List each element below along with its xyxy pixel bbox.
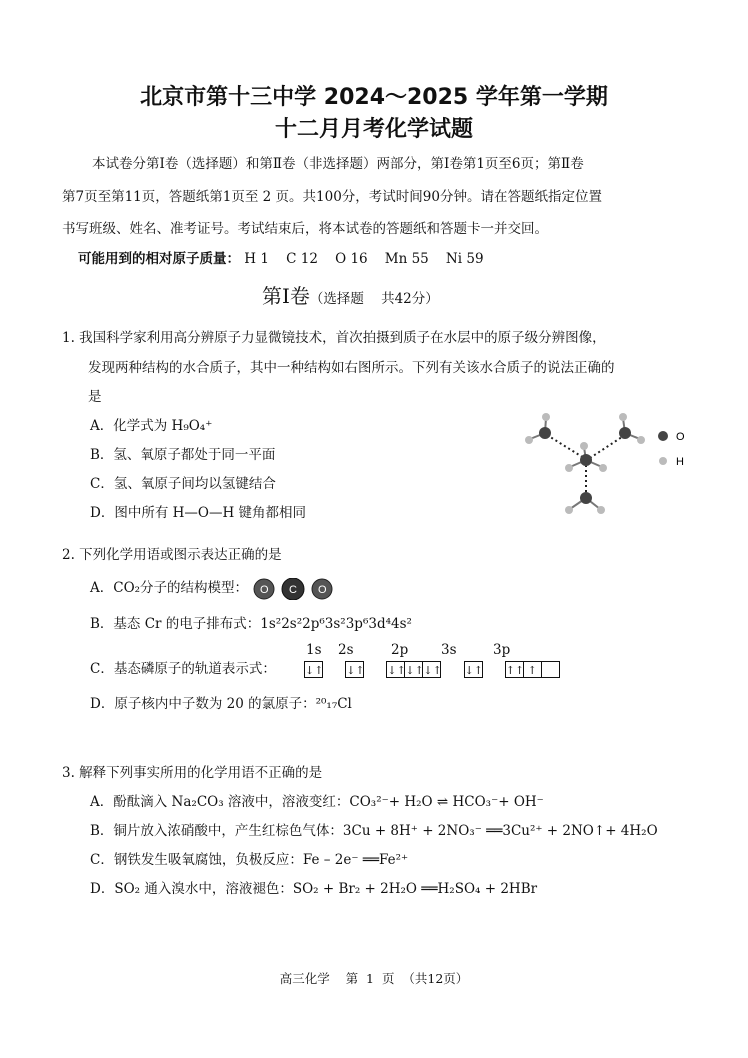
orbital-label-3s: 3s [441, 642, 457, 658]
oxygen-atom [619, 427, 631, 439]
q1-stem-line-3: 是 [88, 389, 102, 405]
orbital-label-3p: 3p [493, 642, 511, 658]
hydrogen-atom [542, 413, 550, 421]
hydrogen-atom [565, 506, 573, 514]
legend-hydrogen-swatch [659, 457, 667, 465]
section-title: 第Ⅰ卷 [262, 284, 310, 308]
q1-option-a: A．化学式为 H₉O₄⁺ [90, 418, 213, 434]
oxygen-atom [539, 427, 551, 439]
q3-option-c: C．钢铁发生吸氧腐蚀，负极反应：Fe – 2e⁻ ══Fe²⁺ [90, 852, 409, 868]
atomic-mass-line [78, 247, 484, 267]
orbital-box-3s: ↓↑ [464, 661, 483, 678]
q1-option-b: B．氢、氧原子都处于同一平面 [90, 447, 276, 463]
orbital-box-2s: ↓↑ [345, 661, 364, 678]
atomic-mass-label: 可能用到的相对原子质量： [78, 251, 240, 267]
orbital-box-2p: ↓↑ [404, 661, 423, 678]
hydrated-proton-diagram [520, 405, 710, 520]
q1-stem-line-1: 1. 我国科学家利用高分辨原子力显微镜技术，首次拍摄到质子在水层中的原子级分辨图像， [62, 330, 606, 346]
hydrogen-atom [619, 413, 627, 421]
svg-text:C: C [289, 583, 298, 596]
hydrogen-atom [565, 464, 573, 472]
orbital-box-2p: ↓↑ [422, 661, 441, 678]
atomic-mass-values: H 1 C 12 O 16 Mn 55 Ni 59 [244, 251, 484, 267]
q3-stem: 3. 解释下列事实所用的化学用语不正确的是 [62, 765, 323, 781]
title-line-2: 十二月月考化学试题 [274, 117, 473, 142]
svg-text:O: O [318, 583, 327, 596]
q3-option-b: B．铜片放入浓硝酸中，产生红棕色气体：3Cu + 8H⁺ + 2NO₃⁻ ══3Cu²⁺ + 2NO↑+ 4H₂O [90, 823, 658, 839]
orbital-label-2p: 2p [391, 642, 409, 658]
intro-line-2: 第7页至第11页，答题纸第1页至 2 页。共100分，考试时间90分钟。请在答题纸指定位置 [62, 189, 602, 205]
q2-option-a [90, 576, 334, 600]
legend-hydrogen-label: H [676, 456, 684, 468]
orbital-box-3p: ↑↑ [505, 661, 524, 678]
q2-stem: 2. 下列化学用语或图示表达正确的是 [62, 547, 282, 563]
orbital-box-1s: ↓↑ [304, 661, 323, 678]
q1-option-d: D．图中所有 H—O—H 键角都相同 [90, 505, 307, 521]
q1-option-c: C．氢、氧原子间均以氢键结合 [90, 476, 276, 492]
q2-option-b: B．基态 Cr 的电子排布式：1s²2s²2p⁶3s²3p⁶3d⁴4s² [90, 616, 412, 632]
q2-option-a-text: A．CO₂分子的结构模型： [90, 580, 249, 596]
hydrogen-atom [525, 436, 533, 444]
orbital-box-3p [541, 661, 560, 678]
hydrogen-atom [580, 442, 588, 450]
orbital-diagram [304, 659, 559, 678]
oxygen-atom [580, 454, 592, 466]
q3-option-d: D．SO₂ 通入溴水中，溶液褪色：SO₂ + Br₂ + 2H₂O ══H₂SO₄ + 2HBr [90, 881, 538, 897]
orbital-box-2p: ↓↑ [386, 661, 405, 678]
hydrogen-atom [637, 436, 645, 444]
oxygen-atom [580, 492, 592, 504]
orbital-label-1s: 1s [306, 642, 322, 658]
page-footer: 高三化学 第 1 页 （共12页） [279, 971, 469, 986]
hydrogen-atom [597, 506, 605, 514]
orbital-box-3p: ↑ [523, 661, 542, 678]
section-note: （选择题 共42分） [309, 291, 439, 307]
intro-line-1: 本试卷分第Ⅰ卷（选择题）和第Ⅱ卷（非选择题）两部分，第Ⅰ卷第1页至6页；第Ⅱ卷 [92, 156, 584, 172]
title-line-1: 北京市第十三中学 2024～2025 学年第一学期 [140, 85, 608, 110]
intro-line-3: 书写班级、姓名、准考证号。考试结束后，将本试卷的答题纸和答题卡一并交回。 [62, 221, 548, 237]
q3-option-a: A．酚酞滴入 Na₂CO₃ 溶液中，溶液变红：CO₃²⁻+ H₂O ⇌ HCO₃⁻+ OH⁻ [90, 794, 544, 810]
q2-option-c: C．基态磷原子的轨道表示式： [90, 661, 276, 677]
orbital-label-2s: 2s [338, 642, 354, 658]
q1-stem-line-2: 发现两种结构的水合质子，其中一种结构如右图所示。下列有关该水合质子的说法正确的 [88, 360, 615, 376]
section-heading [262, 280, 439, 309]
q2-option-d: D．原子核内中子数为 20 的氯原子：²⁰₁₇Cl [90, 696, 352, 712]
co2-model-icon [252, 578, 334, 600]
legend-oxygen-swatch [658, 431, 668, 441]
svg-text:O: O [260, 583, 269, 596]
hydrogen-atom [599, 464, 607, 472]
legend-oxygen-label: O [676, 431, 685, 443]
